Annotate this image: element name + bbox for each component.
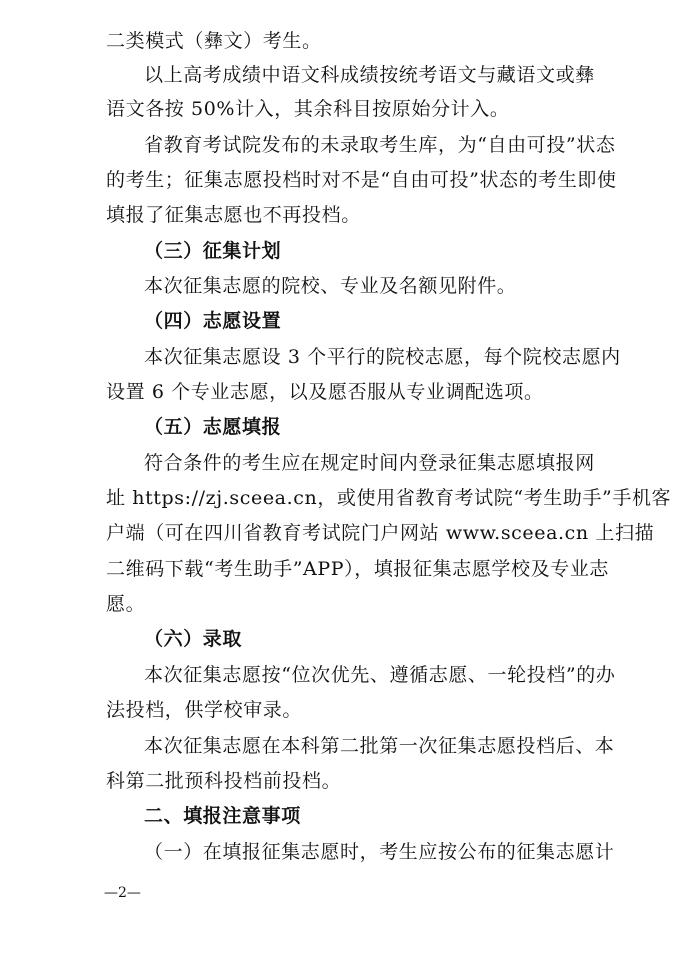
- paragraph-line: 本次征集志愿的院校、专业及名额见附件。: [144, 275, 517, 297]
- page-number: —2—: [104, 885, 141, 901]
- paragraph-line: 愿。: [106, 593, 146, 615]
- paragraph-line: 本次征集志愿在本科第二批第一次征集志愿投档后、本: [144, 735, 615, 757]
- paragraph-line: 符合条件的考生应在规定时间内登录征集志愿填报网: [144, 452, 595, 474]
- paragraph-line: 本次征集志愿按“位次优先、遵循志愿、一轮投档”的办: [144, 664, 616, 686]
- paragraph-line: 二维码下载“考生助手”APP），填报征集志愿学校及专业志: [106, 558, 610, 580]
- paragraph-line: 的考生；征集志愿投档时对不是“自由可投”状态的考生即使: [106, 169, 617, 191]
- section-heading: （四）志愿设置: [144, 310, 282, 332]
- paragraph-line: 科第二批预科投档前投档。: [106, 770, 342, 792]
- section-heading: （六）录取: [144, 628, 243, 650]
- paragraph-line: 设置 6 个专业志愿，以及愿否服从专业调配选项。: [106, 381, 544, 403]
- paragraph-line: 本次征集志愿设 3 个平行的院校志愿，每个院校志愿内: [144, 346, 621, 368]
- section-heading: （三）征集计划: [144, 240, 282, 262]
- paragraph-line: 址 https://zj.sceea.cn，或使用省教育考试院“考生助手”手机客: [106, 487, 672, 509]
- paragraph-line: 以上高考成绩中语文科成绩按统考语文与藏语文或彝: [144, 64, 595, 86]
- section-heading: （五）志愿填报: [144, 416, 282, 438]
- paragraph-line: 填报了征集志愿也不再投档。: [106, 204, 361, 226]
- paragraph-line: 户端（可在四川省教育考试院门户网站 www.sceea.cn 上扫描: [106, 522, 655, 544]
- paragraph-line: （一）在填报征集志愿时，考生应按公布的征集志愿计: [144, 841, 615, 863]
- paragraph-line: 法投档，供学校审录。: [106, 699, 303, 721]
- paragraph-line: 语文各按 50%计入，其余科目按原始分计入。: [106, 98, 510, 120]
- paragraph-line: 二类模式（彝文）考生。: [106, 30, 322, 52]
- section-heading: 二、填报注意事项: [144, 805, 301, 827]
- paragraph-line: 省教育考试院发布的未录取考生库，为“自由可投”状态: [144, 134, 616, 156]
